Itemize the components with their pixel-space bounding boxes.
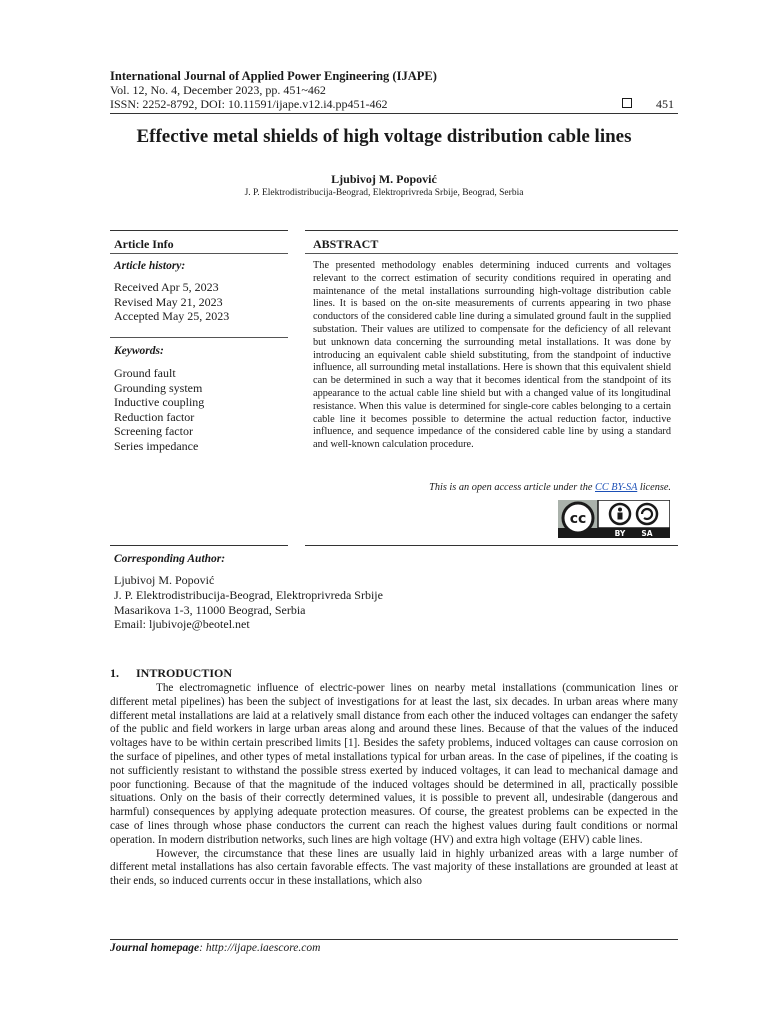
sa-label: SA bbox=[641, 529, 653, 538]
article-history bbox=[114, 280, 229, 324]
by-label: BY bbox=[614, 529, 626, 538]
keyword-item: Reduction factor bbox=[114, 409, 195, 424]
abstract-rule bbox=[305, 253, 678, 254]
journal-homepage bbox=[110, 942, 320, 954]
abstract-top-rule bbox=[305, 230, 678, 231]
corresponding-affiliation: J. P. Elektrodistribucija-Beograd, Elektroprivreda Srbije bbox=[114, 587, 383, 602]
license-suffix: license. bbox=[639, 482, 671, 493]
history-accepted: Accepted May 25, 2023 bbox=[114, 309, 230, 323]
history-received: Received Apr 5, 2023 bbox=[114, 280, 219, 294]
license-prefix: This is an open access article under the bbox=[429, 482, 593, 493]
keyword-item: Inductive coupling bbox=[114, 395, 205, 409]
homepage-separator: : bbox=[199, 942, 203, 954]
keyword-item: Ground fault bbox=[114, 366, 176, 380]
journal-name: International Journal of Applied Power Engineering (IJAPE) bbox=[110, 69, 437, 83]
introduction-heading bbox=[110, 666, 232, 681]
corresponding-left-rule bbox=[110, 545, 288, 546]
license-line bbox=[313, 482, 671, 493]
cc-by-sa-link[interactable]: CC BY-SA bbox=[595, 482, 638, 493]
section-title: INTRODUCTION bbox=[136, 666, 233, 680]
article-info-top-rule bbox=[110, 230, 288, 231]
header-rule bbox=[110, 113, 678, 114]
introduction-body bbox=[110, 682, 678, 889]
intro-paragraph: The electromagnetic influence of electric-power lines on nearby metal installations (communication lines or different metal pipelines) has been the subject of investigations for at least the last, six decades. In urban areas where many different metal installations are laid at a relatively small distance from each other the induced voltages can endanger the safety of the public and field workers in large urban areas along and around these lines. Because of that the values of the induced voltages have to be within certain prescribed limits [1]. Besides the safety problems, induced voltages can cause corrosion on the surface of pipelines, and other types of metal installations typical for urban areas. In the case of pipelines, if the coating is not sufficiently resistant to withstand the possible stress exerted by induced voltages, it can lead to mechanical damage and poor functioning. Because of that the magnitude of the induced voltages should be determined in all, practically possible situations. Only on the basis of their correctly determined values, it is possible to prevent all, undesirable (dangerous and harmful) consequences by applying adequate protection measures. Of course, the greatest problems can be expected in the case of lines through whose phase conductors the current can reach the highest values during fault conditions or normal operation. In modern distribution networks, such lines are high voltage (HV) and extra high voltage (EHV) cable lines. bbox=[110, 682, 678, 846]
corresponding-name: Ljubivoj M. Popović bbox=[114, 573, 215, 587]
history-revised: Revised May 21, 2023 bbox=[114, 294, 223, 309]
abstract-heading: ABSTRACT bbox=[313, 237, 379, 251]
page-number: 451 bbox=[656, 97, 674, 111]
keyword-item: Series impedance bbox=[114, 438, 199, 453]
keywords-heading: Keywords: bbox=[114, 345, 164, 357]
keywords-list bbox=[114, 366, 204, 453]
cc-glyph: cc bbox=[569, 511, 587, 527]
article-info-heading: Article Info bbox=[114, 237, 174, 251]
issn-line: ISSN: 2252-8792, DOI: 10.11591/ijape.v12.i4.pp451-462 bbox=[110, 97, 388, 111]
attribution-body bbox=[618, 513, 623, 520]
keywords-rule bbox=[110, 337, 288, 338]
article-history-heading: Article history: bbox=[114, 260, 186, 272]
volume-line: Vol. 12, No. 4, December 2023, pp. 451~462 bbox=[110, 83, 326, 97]
corresponding-address: Masarikova 1-3, 11000 Beograd, Serbia bbox=[114, 602, 306, 617]
homepage-label: Journal homepage bbox=[110, 942, 200, 954]
square-icon bbox=[622, 98, 632, 108]
cc-by-sa-badge[interactable] bbox=[558, 500, 670, 538]
corresponding-heading: Corresponding Author: bbox=[114, 553, 226, 565]
abstract-text: The presented methodology enables determining induced currents and voltages relevant to the correct estimation of security conditions required in operating and maintenance of the metal installations surrounding high-voltage distribution cable lines. It is based on the on-site measurements of currents appearing in two phase conductors of the considered cable line during a simulated ground fault in the supplied substation. Their values are utilized to compensate for the deficiency of all relevant but unknown data concerning the surrounding metal installations. It was done by introducing an equivalent cable shield substituting, from the standpoint of inductive influence, all surrounding metal installations. Here is shown that this equivalent shield can be determined in such a way that it becomes identical from the standpoint of its appearance to the actual cable line shield but with a changed value of its longitudinal resistance. When this value is determined for single-core cables belonging to a certain cable line it becomes possible to determine the actual reduction factor, inductive influence, and sequence impedance of the considered cable line by using a standard and well-known calculation procedure. bbox=[313, 260, 671, 451]
paper-title: Effective metal shields of high voltage distribution cable lines bbox=[136, 126, 632, 147]
author-affiliation: J. P. Elektrodistribucija-Beograd, Elektroprivreda Srbije, Beograd, Serbia bbox=[244, 188, 524, 198]
corresponding-details bbox=[114, 573, 383, 632]
attribution-head bbox=[618, 508, 622, 512]
intro-paragraph: However, the circumstance that these lines are usually laid in highly urbanized areas with a large number of different metal installations has also certain favorable effects. The vast majority of these installations are grounded at least at their ends, so induced currents occur in these installations, which also bbox=[110, 847, 678, 888]
corresponding-email[interactable]: Email: ljubivoje@beotel.net bbox=[114, 617, 250, 632]
share-alike-icon bbox=[637, 504, 657, 524]
author-name: Ljubivoj M. Popović bbox=[331, 172, 437, 186]
corresponding-right-rule bbox=[305, 545, 678, 546]
section-number: 1. bbox=[110, 666, 119, 680]
footer-rule bbox=[110, 939, 678, 940]
keyword-item: Grounding system bbox=[114, 380, 203, 395]
keyword-item: Screening factor bbox=[114, 424, 193, 438]
article-info-rule bbox=[110, 253, 288, 254]
homepage-url[interactable]: http://ijape.iaescore.com bbox=[205, 942, 321, 954]
